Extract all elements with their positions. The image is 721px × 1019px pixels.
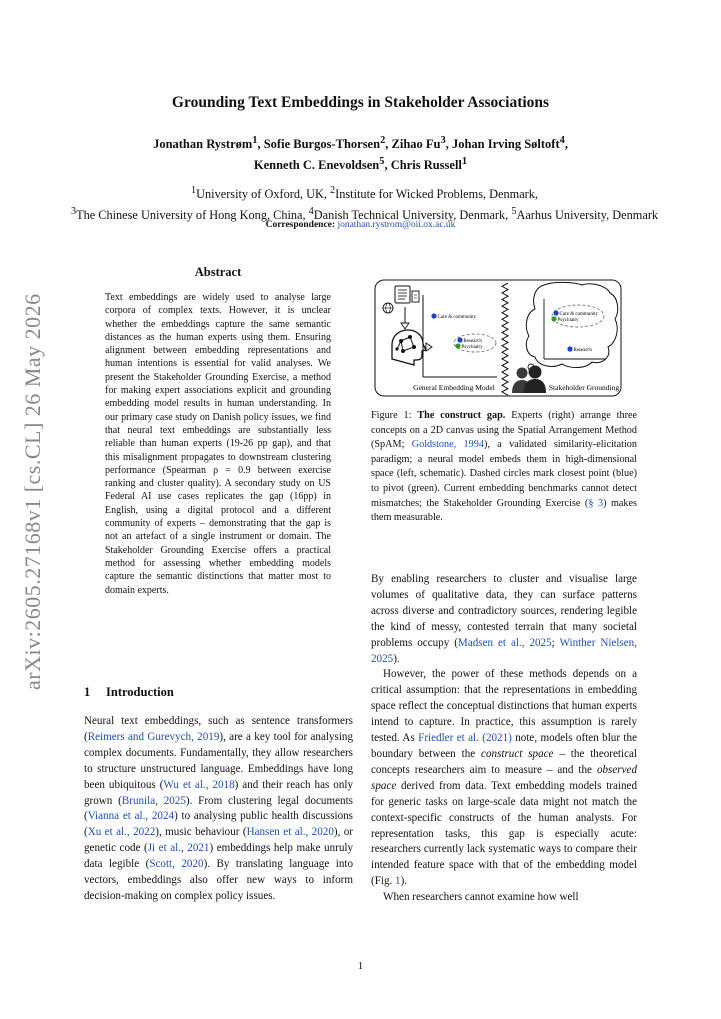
- body-text: ).: [400, 875, 408, 888]
- caption-citation-link[interactable]: Goldstone, 1994: [411, 439, 484, 451]
- right-column-paragraph-3: [371, 890, 637, 906]
- left-point-marker: [455, 343, 460, 348]
- author-name: Jonathan Rystrøm: [153, 137, 253, 152]
- body-text: observed space: [371, 763, 637, 792]
- author-name: Sofie Burgos-Thorsen: [263, 137, 381, 152]
- caption-text: Experts (right) arrange three concepts on a 2D canvas using the Spatial Arrangement Method (SpAM;: [371, 410, 638, 451]
- intro-citation-link[interactable]: Vianna et al., 2024: [87, 810, 175, 823]
- intro-citation-link[interactable]: Wu et al., 2018: [163, 778, 235, 791]
- separator: ,: [564, 137, 568, 152]
- body-text: ;: [551, 636, 560, 649]
- separator: ,: [257, 137, 264, 152]
- correspondence-email[interactable]: jonathan.rystrom@oii.ox.ac.uk: [337, 220, 456, 230]
- intro-text: ) and their reach has only grown (: [84, 778, 354, 807]
- authors-line-1: [60, 132, 661, 153]
- body-citation-link[interactable]: 1: [395, 875, 401, 888]
- body-text: When researchers cannot examine how well: [383, 891, 579, 904]
- affiliation-name: Institute for Wicked Problems, Denmark,: [335, 187, 538, 202]
- body-citation-link[interactable]: Friedler et al. (2021): [418, 732, 512, 745]
- left-point-marker: [431, 313, 436, 318]
- paper-title: Grounding Text Embeddings in Stakeholder Associations: [171, 94, 550, 111]
- body-text: ).: [393, 652, 400, 665]
- right-column-paragraph-2: [371, 667, 637, 890]
- right-point-marker: [567, 346, 572, 351]
- affiliation-number: 5: [511, 206, 517, 218]
- authors-line-2: [60, 153, 661, 174]
- affiliation-line-1: [8, 182, 721, 203]
- separator: ,: [385, 137, 392, 152]
- author-name: Chris Russell: [390, 158, 462, 173]
- abstract-text: Text embeddings are widely used to analyse large corpora of complex texts. However, it is unclear whether the embeddings capture the same semantic distances as the human experts using them. Ensuring alignment between embedding representations and human intentions is essential for valid analyses. We present the Stakeholder Grounding Exercise, a method for making expert associations explicit and grounding embedding model results in human understanding. In our primary case study on Danish policy issues, we find that neural text embeddings are substantially less reliable than human experts (19-26 pp gap), and that this misalignment propagates to downstream clustering performance (Spearman ρ = 0.9 between exercise ranking and cluster quality). A secondary study on US Federal AI use cases replicates the gap (16pp) in English, using a digital protocol and a different community of experts – demonstrating that the gap is not an artefact of a single instrument or domain. The Stakeholder Grounding Exercise offers a practical method for assessing whether embedding models capture the semantic distinctions that matter most to domain experts.: [105, 292, 331, 596]
- author-name: Kenneth C. Enevoldsen: [253, 158, 380, 173]
- affiliation-number: 3: [70, 206, 77, 218]
- right-point-label: Research: [573, 348, 592, 353]
- author-affiliation-number: 1: [461, 156, 468, 168]
- author-name: Johan Irving Søltoft: [451, 137, 560, 152]
- intro-text: ), or genetic code (: [84, 826, 354, 855]
- caption-citation-link[interactable]: § 3: [588, 497, 604, 509]
- intro-text: ) embeddings help make unruly data legible (: [84, 842, 353, 871]
- intro-text: ). By translating language into vectors, embeddings also offer new ways to inform decision-making on complex policy issues.: [84, 858, 353, 902]
- affiliation-name: Danish Technical University, Denmark,: [313, 208, 512, 223]
- left-point-label: Psychiatry: [461, 345, 483, 350]
- affiliation-name: The Chinese University of Hong Kong, China,: [76, 208, 309, 223]
- intro-text: ), music behaviour (: [155, 826, 247, 839]
- caption-text: ), a validated similarity-elicitation paradigm; a neural model embeds them in high-dimensional space (left, schematic). Dashed circles mark closest point (blue) to pivot (green). Current embedding benchmarks cannot detect mismatches; the Stakeholder Grounding Exercise (: [371, 439, 637, 509]
- body-text: By enabling researchers to cluster and visualise large volumes of qualitative data, they can surface patterns across diverse and contradictory sources, rendering legible the kind of messy, contested terrain that many societal problems occupy (: [371, 573, 637, 649]
- body-text: construct space: [481, 747, 554, 760]
- separator: ,: [384, 158, 391, 173]
- left-point-label: Care & community: [437, 315, 477, 320]
- intro-text: ), are a key tool for analysing complex documents. Fundamentally, they allow researchers to structure unstructured language. Embeddings have long been ubiquitous (: [84, 730, 353, 791]
- intro-text: Neural text embeddings, such as sentence transformers (: [84, 715, 353, 743]
- body-text: However, the power of these methods depends on a critical assumption: that the representations in embedding space reflect the conceptual distinctions that human experts intend to capture. In practice, this assumption is rarely tested. As: [371, 668, 637, 745]
- intro-citation-link[interactable]: Reimers and Gurevych, 2019: [87, 730, 220, 743]
- right-point-marker: [551, 316, 556, 321]
- affiliation-number: 2: [330, 185, 336, 196]
- author-affiliation-number: 3: [440, 135, 446, 146]
- author-affiliation-number: 5: [379, 156, 385, 168]
- figure-1-caption: [371, 409, 637, 526]
- affiliation-name: Aarhus University, Denmark: [516, 208, 659, 223]
- section-number: 1: [84, 685, 91, 699]
- affiliation-number: 4: [308, 206, 314, 218]
- body-text: – the theoretical concepts researchers aim to measure – and the: [371, 747, 638, 776]
- right-column-text: [371, 572, 637, 906]
- page-number: 1: [357, 960, 364, 972]
- intro-citation-link[interactable]: Brunila, 2025: [121, 794, 186, 807]
- figure-1-construct-gap: [374, 279, 622, 397]
- abstract-heading: Abstract: [194, 265, 242, 279]
- right-panel-label: Stakeholder Grounding: [548, 383, 620, 392]
- caption-text: ) makes them measurable.: [371, 497, 638, 524]
- author-affiliation-number: 1: [252, 135, 258, 146]
- intro-citation-link[interactable]: Xu et al., 2022: [87, 826, 156, 839]
- section-heading-introduction: [84, 685, 174, 700]
- right-point-marker: [553, 310, 558, 315]
- intro-text: ) to analysing public health discussions (: [84, 810, 354, 839]
- author-list: [60, 132, 661, 174]
- separator: ,: [445, 137, 452, 152]
- caption-prefix: Figure 1:: [371, 410, 418, 421]
- introduction-paragraph-1: [84, 714, 353, 905]
- arxiv-stamp: arXiv:2605.27168v1 [cs.CL] 26 May 2026: [20, 293, 45, 690]
- right-column-paragraph-1: [371, 572, 637, 667]
- intro-text: ). From clustering legal documents (: [84, 794, 353, 823]
- author-affiliation-number: 2: [380, 135, 386, 146]
- intro-citation-link[interactable]: Scott, 2020: [149, 858, 204, 871]
- intro-citation-link[interactable]: Ji et al., 2021: [147, 842, 210, 855]
- affiliations: [8, 182, 721, 224]
- affiliation-number: 1: [191, 185, 197, 196]
- section-title: Introduction: [106, 685, 174, 699]
- correspondence-label: Correspondence:: [265, 220, 336, 230]
- body-text: note, models often blur the boundary between the: [371, 732, 637, 760]
- right-point-label: Psychiatry: [557, 318, 579, 323]
- correspondence: [0, 220, 721, 230]
- body-citation-link[interactable]: Winther Nielsen, 2025: [371, 636, 637, 665]
- body-text: derived from data. Text embedding models trained for generic tasks on large-scale data might not match the context-specific constructs of the human analysts. For representation tasks, this gap is especially acute: researchers currently lack systematic ways to compare their intended feature space with that of the embedding model (Fig.: [371, 779, 637, 888]
- left-point-label: Research: [463, 339, 482, 344]
- left-panel-label: General Embedding Model: [413, 383, 495, 392]
- right-point-label: Care & community: [559, 312, 599, 317]
- author-name: Zihao Fu: [391, 137, 441, 152]
- body-citation-link[interactable]: Madsen et al., 2025: [457, 636, 552, 649]
- left-point-marker: [457, 337, 462, 342]
- intro-citation-link[interactable]: Hansen et al., 2020: [246, 826, 334, 839]
- caption-bold-title: The construct gap.: [417, 410, 506, 421]
- affiliation-name: University of Oxford, UK,: [196, 187, 331, 202]
- author-affiliation-number: 4: [559, 135, 565, 146]
